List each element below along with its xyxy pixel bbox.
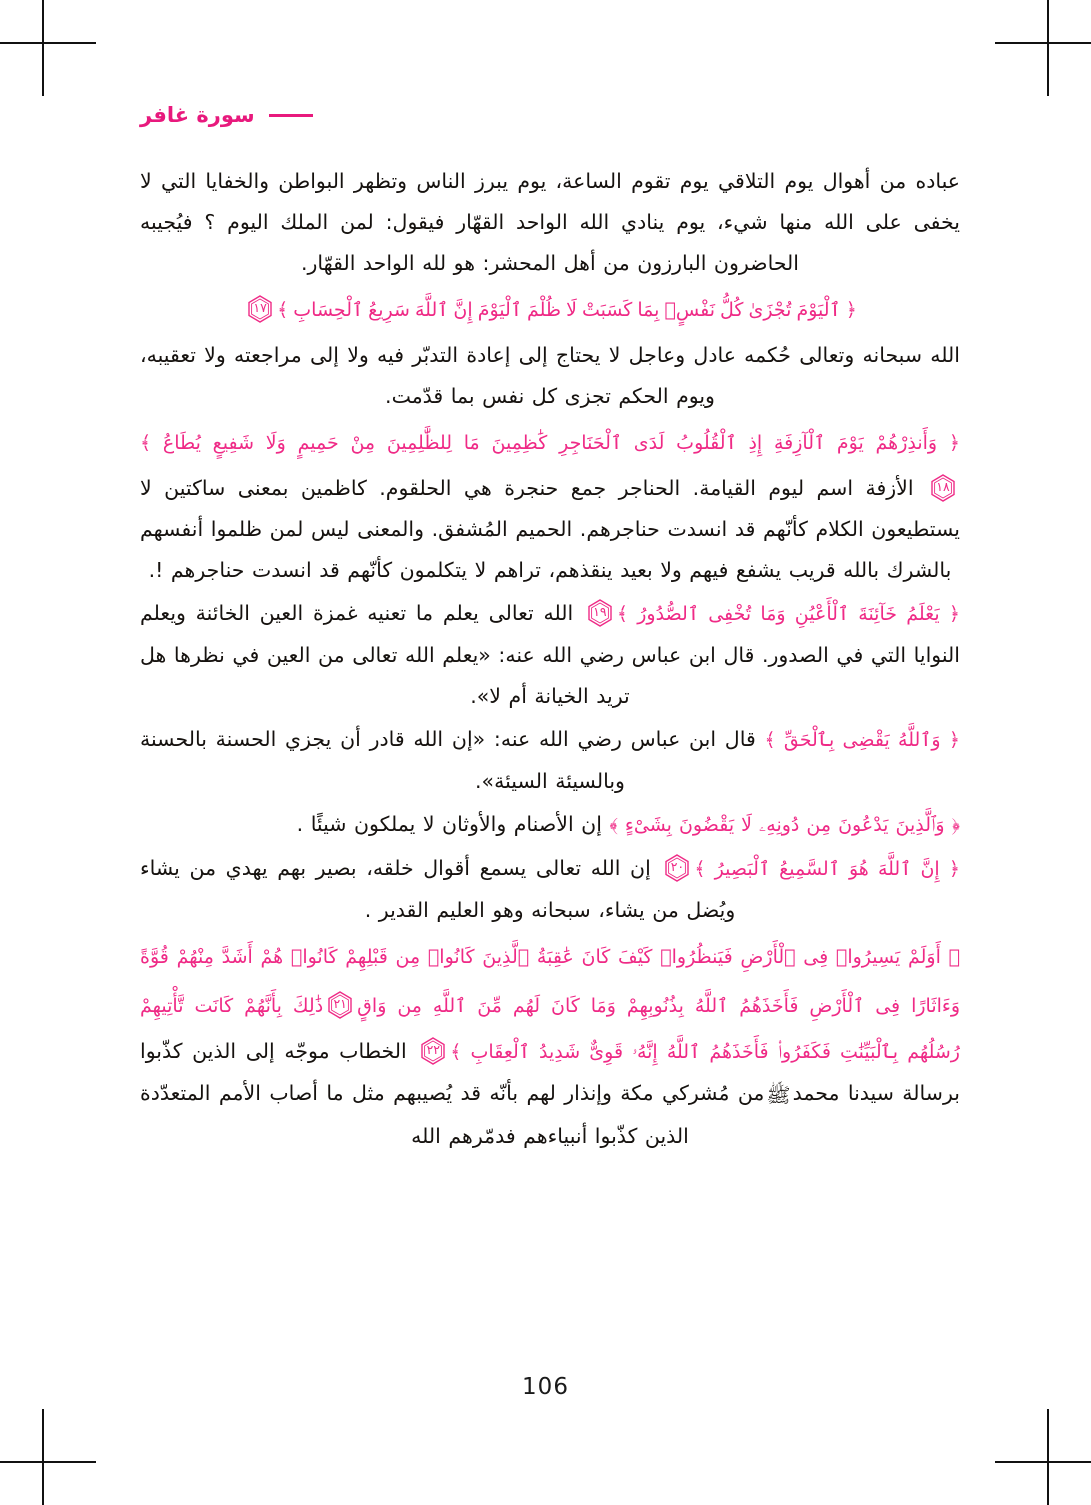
commentary-paragraph-4 [140,593,960,717]
ayah-21-line-2-text: وَءَاثَارًا فِى ٱلْأَرْضِ فَأَخَذَهُمُ ٱللَّهُ بِذُنُوبِهِمْ وَمَا كَانَ لَهُم مِّنَ ٱللَّهِ مِن وَاقٍ [357,995,960,1017]
crop-mark-bottom-left-vertical [42,1409,44,1505]
prophet-sigil-icon: ﷺ [766,1083,791,1107]
ayah-19-text: ﴿ يَعْلَمُ خَآئِنَةَ ٱلْأَعْيُنِ وَمَا تُخْفِى ٱلصُّدُورُ ﴾ [616,603,960,625]
commentary-paragraph-3 [140,468,960,591]
ayah-block-21-line-2 [140,984,960,1029]
ayah-17-text: ﴿ ٱلْيَوْمَ تُجْزَىٰ كُلُّ نَفْسٍۭ بِمَا كَسَبَتْ لَا ظُلْمَ ٱلْيَوْمَ إِنَّ ٱللَّهَ سَرِيعُ ٱلْحِسَابِ ﴾ [277,299,857,321]
commentary-paragraph-1: عباده من أهوال يوم التلاقي يوم تقوم الساعة، يوم يبرز الناس وتظهر البواطن والخفايا التي لا يخفى على الله منها شيء، يوم ينادي الله الواحد القهّار فيقول: لمن الملك اليوم ؟ فيُجيبه الحاضرون البارزون من أهل المحشر: هو لله الواحد القهّار. [140,169,960,275]
ayah-number-ornament-19 [585,598,615,628]
ayah-number-18: ١٨ [936,479,950,495]
commentary-paragraph-8-part-a: الخطاب موجّه إلى الذين كذّبوا برسالة سيدنا محمد [140,1039,960,1105]
header-rule-decoration [269,114,313,117]
ayah-number-17: ١٧ [253,300,267,316]
commentary-paragraph-7-text: إن الله تعالى يسمع أقوال خلقه، بصير بهم يهدي من يشاء ويُضل من يشاء، سبحانه وهو العليم القدير . [140,856,736,922]
ayah-number-ornament-18 [928,473,958,503]
page-content [140,95,960,1355]
surah-title: سورة غافر [140,103,255,127]
commentary-paragraph-7 [140,848,960,931]
ayah-20-text: ﴿ إِنَّ ٱللَّهَ هُوَ ٱلسَّمِيعُ ٱلْبَصِيرُ ﴾ [694,858,960,880]
crop-mark-top-left-horizontal [0,42,96,44]
ayah-block-18 [140,421,960,466]
commentary-paragraph-4-text: الله تعالى يعلم ما تعنيه غمزة العين الخائنة ويعلم النوايا التي في الصدور. قال ابن عباس رضي الله عنه: «يعلم الله تعالى من العين في نظرها هل تريد الخيانة أم لا». [140,601,960,708]
page-number: 106 [522,1374,569,1400]
commentary-paragraph-2: الله سبحانه وتعالى حُكمه عادل وعاجل لا يحتاج إلى إعادة التدبّر فيه ولا إلى مراجعته ولا تعقيبه، ويوم الحكم تجزى كل نفس بما قدّمت. [140,343,960,408]
ayah-number-19: ١٩ [593,604,607,620]
ayah-yaqdi-text: ﴿ وَٱللَّهُ يَقْضِى بِٱلْحَقِّ ﴾ [764,729,960,751]
ayah-number-ornament-17 [245,294,275,324]
crop-mark-bottom-right-vertical [1047,1409,1049,1505]
crop-mark-top-right-horizontal [995,42,1091,44]
ayah-22-line-1-text: ذَٰلِكَ بِأَنَّهُمْ كَانَت تَّأْتِيهِمْ [140,995,324,1017]
commentary-paragraph-8 [140,1031,960,1157]
ayah-21-line-1-text: ﴿ أَوَلَمْ يَسِيرُوا۟ فِى ٱلْأَرْضِ فَيَنظُرُوا۟ كَيْفَ كَانَ عَٰقِبَةُ ٱلَّذِينَ كَانُوا۟ مِن قَبْلِهِمْ كَانُوا۟ هُمْ أَشَدَّ مِنْهُمْ قُوَّةً [140,946,960,968]
ayah-number-22: ٢٢ [426,1042,441,1058]
ayah-22-line-2-text: رُسُلُهُم بِٱلْبَيِّنَٰتِ فَكَفَرُوا۟ فَأَخَذَهُمُ ٱللَّهُ إِنَّهُۥ قَوِىٌّ شَدِيدُ ٱلْعِقَابِ ﴾ [450,1041,960,1063]
commentary-paragraph-3-text: الأزفة اسم ليوم القيامة. الحناجر جمع حنجرة هي الحلقوم. كاظمين بمعنى ساكتين لا يستطيعون الكلام كأنّهم قد انسدت حناجرهم. الحميم المُشفق. والمعنى ليس لمن ظلموا أنفسهم بالشرك بالله قريب يشفع فيهم ولا بعيد ينقذهم، تراهم لا يتكلمون كأنّهم قد انسدت حناجرهم !. [140,476,960,582]
crop-mark-top-left-vertical [42,0,44,96]
ayah-block-21-line-1 [140,935,960,980]
commentary-paragraph-6 [140,804,960,846]
ayah-number-20: ٢٠ [670,859,685,875]
commentary-paragraph-5 [140,719,960,802]
commentary-paragraph-8-part-b: من مُشركي مكة وإنذار لهم بأنّه قد يُصيبهم مثل ما أصاب الأمم المتعدّدة الذين كذّبوا أنبياءهم فدمّرهم الله [140,1081,765,1148]
crop-mark-bottom-right-horizontal [995,1461,1091,1463]
ayah-number-21: ٢١ [333,996,347,1012]
ayah-yadun-text: ﴿ وَٱلَّذِينَ يَدْعُونَ مِن دُونِهِۦ لَا يَقْضُونَ بِشَىْءٍ ﴾ [609,814,960,836]
ayah-number-ornament-22 [418,1036,448,1066]
crop-mark-bottom-left-horizontal [0,1461,96,1463]
ayah-block-17 [140,288,960,333]
ayah-18-text: ﴿ وَأَنذِرْهُمْ يَوْمَ ٱلْآزِفَةِ إِذِ ٱلْقُلُوبُ لَدَى ٱلْحَنَاجِرِ كَٰظِمِينَ مَا لِلظَّٰلِمِينَ مِنْ حَمِيمٍ وَلَا شَفِيعٍ يُطَاعُ ﴾ [140,432,960,454]
ayah-number-ornament-21 [325,990,355,1020]
commentary-paragraph-6-text: إن الأصنام والأوثان لا يملكون شيئًا . [296,812,602,836]
crop-mark-top-right-vertical [1047,0,1049,96]
commentary-paragraph-5-text: قال ابن عباس رضي الله عنه: «إن الله قادر أن يجزي الحسنة بالحسنة وبالسيئة السيئة». [140,727,756,793]
running-header [140,95,960,135]
ayah-number-ornament-20 [662,853,692,883]
